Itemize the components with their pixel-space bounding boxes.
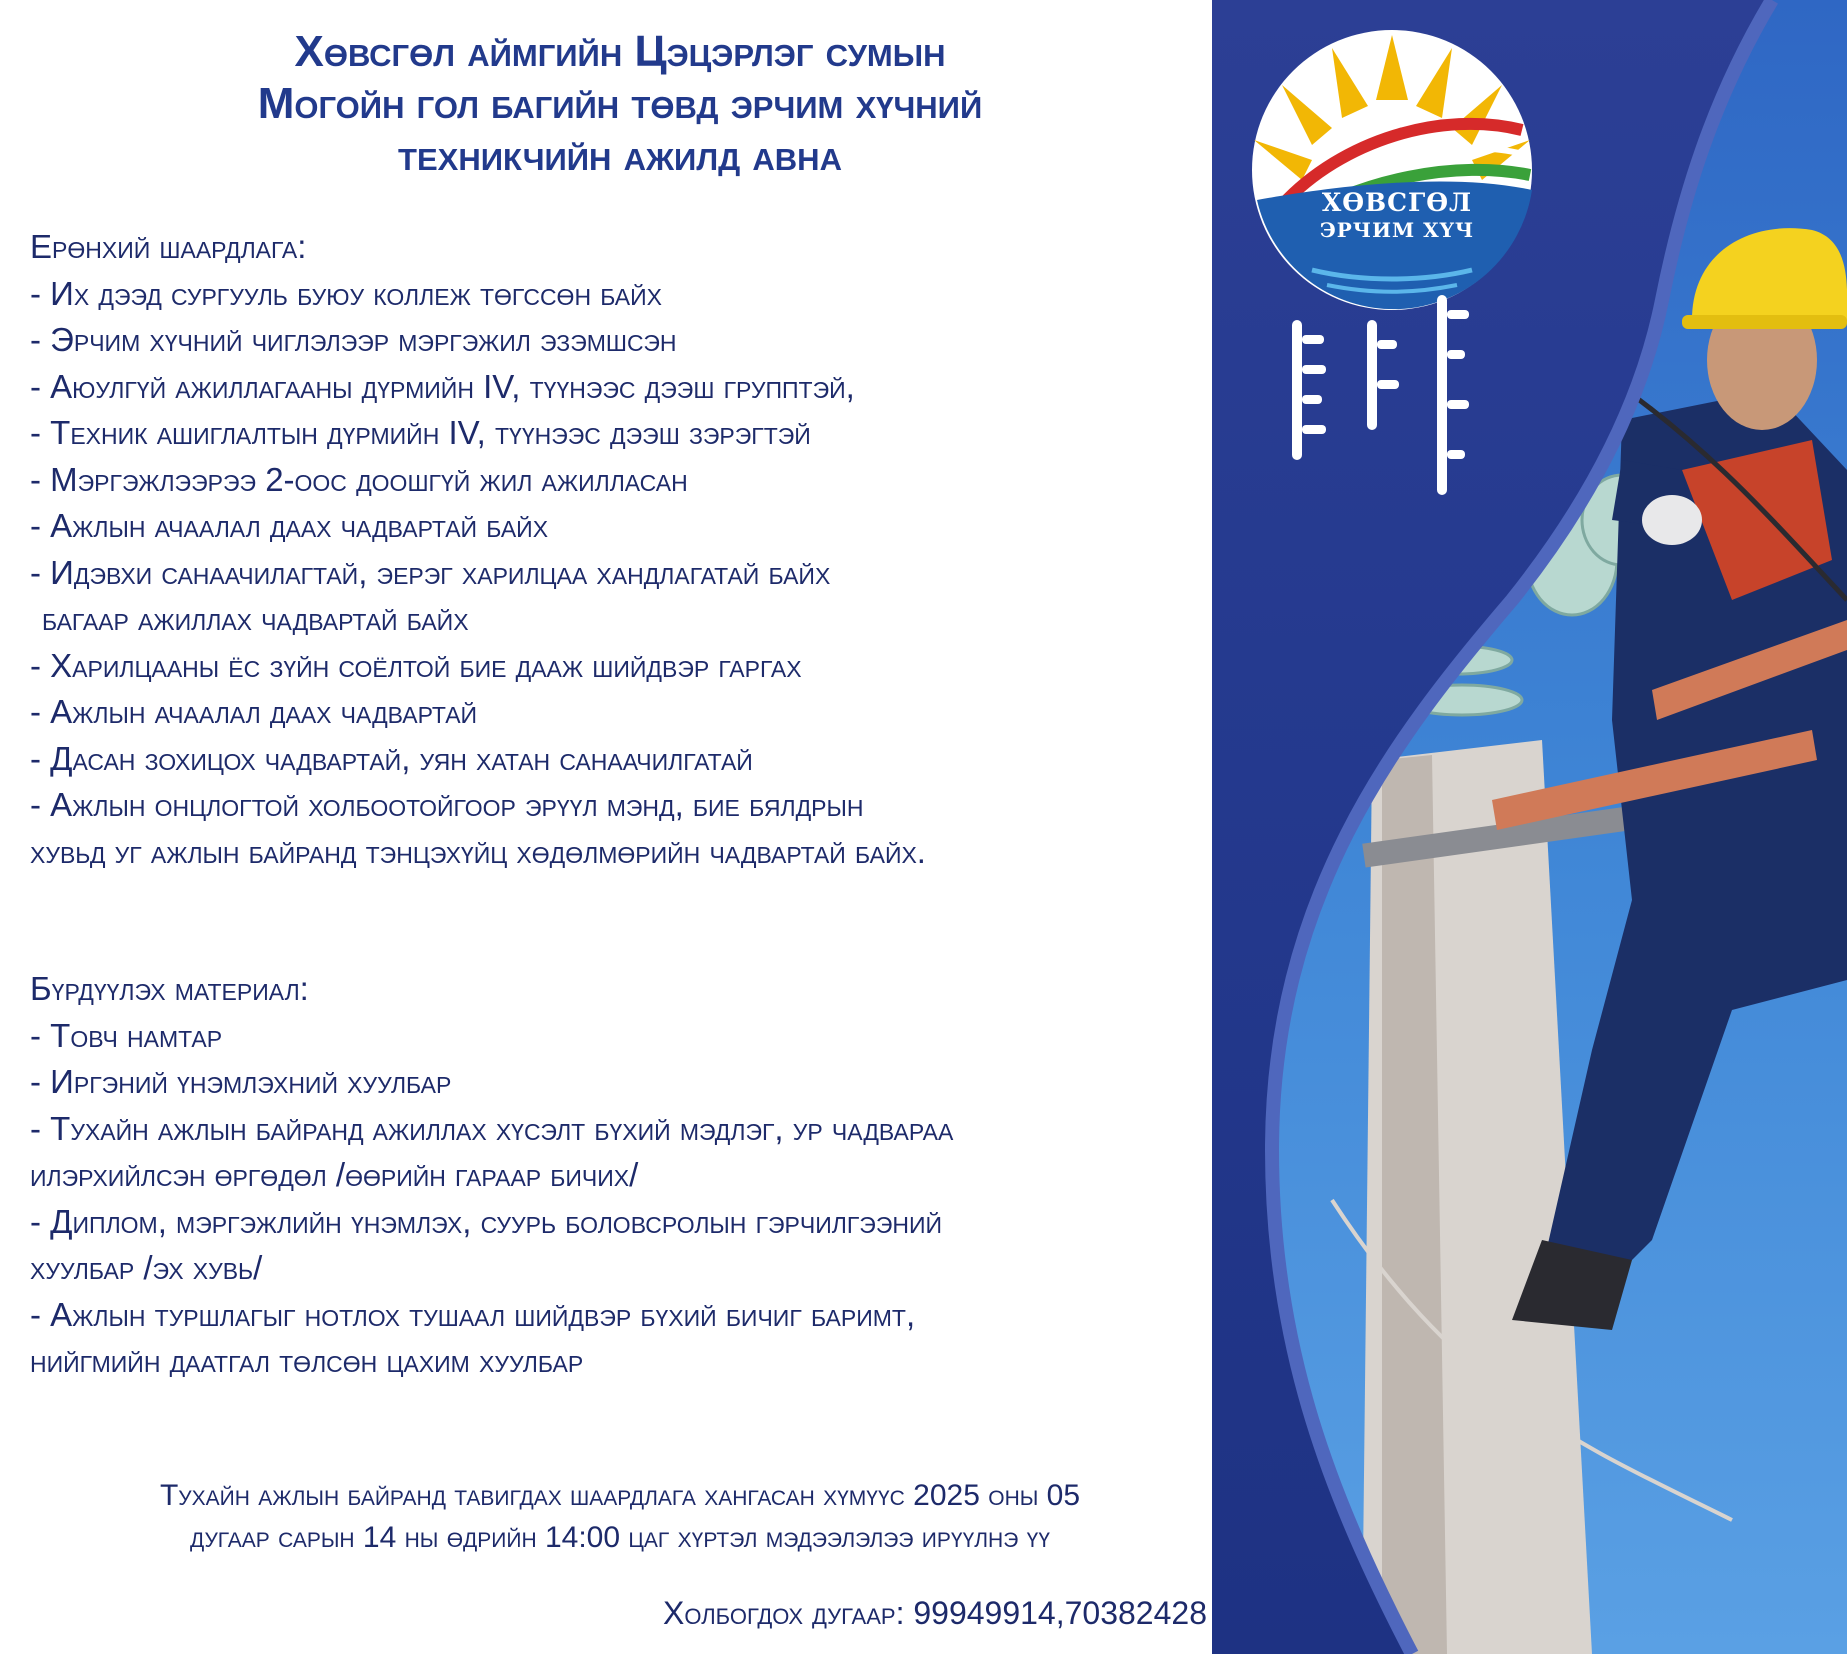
requirement-item: - Идэвхи санаачилагтай, эерэг харилцаа хандлагатай байх (30, 553, 831, 591)
title-line-3: техникчийн ажилд авна (398, 131, 842, 180)
requirement-item: - Эрчим хүчний чиглэлээр мэргэжил эзэмшсэн (30, 321, 677, 358)
logo-icon (1252, 30, 1532, 310)
mongolian-script-icon (1292, 295, 1469, 495)
title-line-1: Хөвсгөл аймгийн Цэцэрлэг сумын (294, 27, 946, 76)
material-item: - Иргэний үнэмлэхний хуулбар (30, 1063, 452, 1100)
page-title (0, 26, 1240, 182)
requirement-item-continued: багаар ажиллах чадвартай байх (42, 600, 469, 637)
requirements-heading: Ерөнхий шаардлага: (30, 228, 307, 265)
logo-line-1: ХӨВСГӨЛ (1321, 188, 1473, 217)
material-item-continued: нийгмийн даатгал төлсөн цахим хуулбар (30, 1342, 584, 1379)
material-item: - Ажлын туршлагыг нотлох тушаал шийдвэр бүхий бичиг баримт, (30, 1295, 916, 1333)
requirement-item: - Харилцааны ёс зүйн соёлтой бие дааж шийдвэр гаргах (30, 646, 802, 684)
materials-section (30, 966, 1210, 1385)
requirement-item: - Аюулгүй ажиллагааны дүрмийн IV, түүнээс дээш групптэй, (30, 367, 855, 405)
hero-image-panel (1212, 0, 1847, 1654)
logo-wordmark (1292, 188, 1502, 242)
contact-phone: Холбогдох дугаар: 99949914,70382428 (663, 1595, 1207, 1631)
requirement-item-continued: хувьд уг ажлын байранд тэнцэхүйц хөдөлмөрийн чадвартай байх. (30, 832, 926, 870)
requirement-item: - Ажлын онцлогтой холбоотойгоор эрүүл мэнд, бие бялдрын (30, 786, 864, 823)
deadline-line-2: дугаар сарын 14 ны өдрийн 14:00 цаг хүртэл мэдээлэлээ ирүүлнэ үү (190, 1521, 1050, 1554)
material-item-continued: илэрхийлсэн өргөдөл /өөрийн гараар бичих/ (30, 1156, 639, 1193)
material-item: - Диплом, мэргэжлийн үнэмлэх, суурь боловсролын гэрчилгээний (30, 1202, 943, 1240)
application-deadline (30, 1475, 1210, 1559)
logo-line-2: ЭРЧИМ ХҮЧ (1319, 218, 1475, 242)
requirements-section (30, 224, 1210, 875)
material-item: - Товч намтар (30, 1016, 223, 1054)
title-line-2: Могойн гол багийн төвд эрчим хүчний (257, 79, 983, 128)
material-item-continued: хуулбар /эх хувь/ (30, 1249, 263, 1286)
hero-illustration (1212, 0, 1847, 1654)
requirement-item: - Их дээд сургууль буюу коллеж төгссөн байх (30, 274, 663, 312)
material-item: - Тухайн ажлын байранд ажиллах хүсэлт бүхий мэдлэг, ур чадвараа (30, 1109, 954, 1147)
materials-heading: Бүрдүүлэх материал: (30, 970, 309, 1007)
requirement-item: - Мэргэжлээрээ 2-оос доошгүй жил ажилласан (30, 460, 688, 498)
requirement-item: - Ажлын ачаалал даах чадвартай байх (30, 507, 549, 544)
requirement-item: - Ажлын ачаалал даах чадвартай (30, 693, 478, 730)
deadline-line-1: Тухайн ажлын байранд тавигдах шаардлага хангасан хүмүүс 2025 оны 05 (159, 1479, 1081, 1512)
requirement-item: - Техник ашиглалтын дүрмийн IV, түүнээс дээш зэрэгтэй (30, 414, 811, 451)
requirement-item: - Дасан зохицох чадвартай, уян хатан санаачилгатай (30, 739, 753, 777)
